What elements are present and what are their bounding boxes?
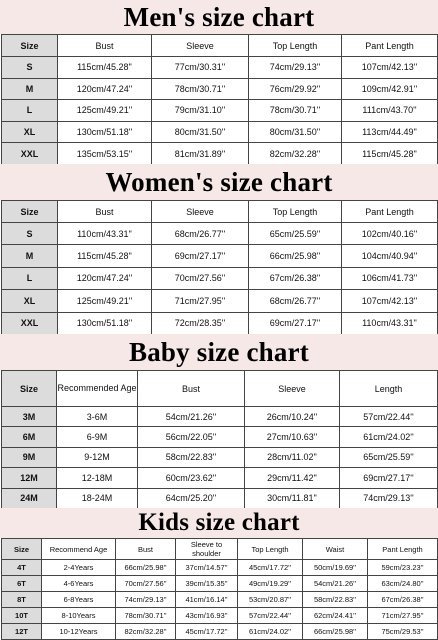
header-cell: Bust	[58, 35, 152, 57]
table-cell: 125cm/49.21''	[58, 290, 152, 312]
table-cell: 27cm/10.63''	[245, 427, 340, 447]
table-cell: 130cm/51.18''	[58, 312, 152, 334]
header-cell: Pant Length	[368, 539, 438, 560]
table-cell: 69cm/27.17''	[340, 468, 438, 488]
table-cell: 59cm/23.23''	[368, 560, 438, 576]
table-cell: 74cm/29.13''	[116, 592, 176, 608]
table-cell: 57cm/22.44''	[238, 608, 303, 624]
table-cell: 61cm/24.02''	[238, 624, 303, 640]
table-cell: 74cm/29.13''	[340, 488, 438, 508]
size-cell: S	[2, 223, 58, 245]
size-cell: M	[2, 78, 58, 100]
header-cell: Size	[2, 539, 42, 560]
header-cell: Recommended Age	[57, 371, 138, 407]
table-cell: 125cm/49.21''	[58, 100, 152, 122]
table-cell: 26cm/10.24''	[245, 407, 340, 427]
table-row	[2, 427, 438, 447]
table-cell: 43cm/16.93''	[176, 608, 238, 624]
table-cell: 75cm/29.53''	[368, 624, 438, 640]
table-cell: 68cm/26.77''	[152, 223, 249, 245]
table-cell: 66cm/25.98''	[116, 560, 176, 576]
kids-title-band	[0, 508, 438, 538]
table-cell: 78cm/30.71''	[249, 100, 342, 122]
table-cell: 28cm/11.02''	[245, 447, 340, 467]
table-row	[2, 267, 438, 289]
table-header-row	[2, 371, 438, 407]
table-cell: 54cm/21.26''	[138, 407, 245, 427]
table-cell: 107cm/42.13''	[342, 57, 438, 79]
table-cell: 53cm/20.87''	[238, 592, 303, 608]
table-cell: 49cm/19.29''	[238, 576, 303, 592]
men-title: Men's size chart	[123, 1, 315, 32]
table-cell: 66cm/25.98''	[303, 624, 368, 640]
table-cell: 110cm/43.31''	[342, 312, 438, 334]
table-header-row	[2, 539, 438, 560]
size-cell: 24M	[2, 488, 57, 508]
kids-title: Kids size chart	[138, 509, 300, 536]
size-cell: 8T	[2, 592, 42, 608]
header-cell: Sleeve	[152, 201, 249, 223]
table-cell: 66cm/25.98''	[249, 245, 342, 267]
header-cell: Pant Length	[342, 35, 438, 57]
table-row	[2, 592, 438, 608]
table-cell: 56cm/22.05''	[138, 427, 245, 447]
table-cell: 58cm/22.83''	[138, 447, 245, 467]
table-cell: 65cm/25.59''	[249, 223, 342, 245]
table-cell: 18-24M	[57, 488, 138, 508]
baby-size-table	[1, 370, 438, 509]
table-cell: 64cm/25.20''	[138, 488, 245, 508]
size-cell: XXL	[2, 143, 58, 165]
header-cell: Bust	[116, 539, 176, 560]
table-cell: 37cm/14.57''	[176, 560, 238, 576]
table-row	[2, 560, 438, 576]
table-cell: 54cm/21.26''	[303, 576, 368, 592]
table-cell: 82cm/32.28''	[249, 143, 342, 165]
size-cell: 6M	[2, 427, 57, 447]
baby-title-band	[0, 334, 438, 370]
table-cell: 77cm/30.31''	[152, 57, 249, 79]
size-cell: 12M	[2, 468, 57, 488]
table-cell: 67cm/26.38''	[368, 592, 438, 608]
table-cell: 82cm/32.28''	[116, 624, 176, 640]
table-cell: 67cm/26.38''	[249, 267, 342, 289]
table-cell: 4-6Years	[42, 576, 116, 592]
table-cell: 113cm/44.49''	[342, 121, 438, 143]
table-cell: 115cm/45.28''	[342, 143, 438, 165]
table-cell: 29cm/11.42''	[245, 468, 340, 488]
size-cell: L	[2, 267, 58, 289]
table-cell: 45cm/17.72''	[238, 560, 303, 576]
header-cell: Sleeve to shoulder	[176, 539, 238, 560]
table-row	[2, 407, 438, 427]
table-cell: 63cm/24.80''	[368, 576, 438, 592]
table-header-row	[2, 35, 438, 57]
header-cell: Top Length	[249, 35, 342, 57]
table-cell: 57cm/22.44''	[340, 407, 438, 427]
header-cell: Pant Length	[342, 201, 438, 223]
header-cell: Length	[340, 371, 438, 407]
table-cell: 110cm/43.31''	[58, 223, 152, 245]
table-row	[2, 223, 438, 245]
header-cell: Waist	[303, 539, 368, 560]
header-cell: Sleeve	[152, 35, 249, 57]
table-cell: 9-12M	[57, 447, 138, 467]
table-cell: 115cm/45.28''	[58, 245, 152, 267]
table-cell: 69cm/27.17''	[249, 312, 342, 334]
size-cell: L	[2, 100, 58, 122]
table-row	[2, 143, 438, 165]
header-cell: Bust	[138, 371, 245, 407]
table-cell: 62cm/24.41''	[303, 608, 368, 624]
table-header-row	[2, 201, 438, 223]
women-title-band	[0, 164, 438, 200]
table-row	[2, 121, 438, 143]
men-size-table	[1, 34, 438, 165]
table-cell: 70cm/27.56''	[116, 576, 176, 592]
header-cell: Top Length	[249, 201, 342, 223]
size-cell: S	[2, 57, 58, 79]
table-cell: 109cm/42.91''	[342, 78, 438, 100]
table-cell: 45cm/17.72''	[176, 624, 238, 640]
table-row	[2, 57, 438, 79]
table-cell: 3-6M	[57, 407, 138, 427]
table-row	[2, 100, 438, 122]
header-cell: Size	[2, 371, 57, 407]
table-cell: 10-12Years	[42, 624, 116, 640]
size-cell: M	[2, 245, 58, 267]
header-cell: Top Length	[238, 539, 303, 560]
table-cell: 50cm/19.69''	[303, 560, 368, 576]
table-cell: 68cm/26.77''	[249, 290, 342, 312]
size-cell: XXL	[2, 312, 58, 334]
table-cell: 72cm/28.35''	[152, 312, 249, 334]
table-cell: 74cm/29.13''	[249, 57, 342, 79]
table-cell: 106cm/41.73''	[342, 267, 438, 289]
size-cell: 12T	[2, 624, 42, 640]
table-cell: 2-4Years	[42, 560, 116, 576]
header-cell: Recommend Age	[42, 539, 116, 560]
women-title: Women's size chart	[105, 166, 333, 197]
table-cell: 39cm/15.35''	[176, 576, 238, 592]
size-cell: 6T	[2, 576, 42, 592]
table-cell: 70cm/27.56''	[152, 267, 249, 289]
table-row	[2, 488, 438, 508]
table-cell: 69cm/27.17''	[152, 245, 249, 267]
table-cell: 130cm/51.18''	[58, 121, 152, 143]
table-cell: 80cm/31.50''	[249, 121, 342, 143]
table-cell: 58cm/22.83''	[303, 592, 368, 608]
table-row	[2, 608, 438, 624]
table-cell: 71cm/27.95''	[152, 290, 249, 312]
table-cell: 6-9M	[57, 427, 138, 447]
table-cell: 8-10Years	[42, 608, 116, 624]
table-cell: 107cm/42.13''	[342, 290, 438, 312]
size-cell: XL	[2, 121, 58, 143]
size-cell: 3M	[2, 407, 57, 427]
table-cell: 120cm/47.24''	[58, 78, 152, 100]
table-cell: 104cm/40.94''	[342, 245, 438, 267]
table-cell: 135cm/53.15''	[58, 143, 152, 165]
table-cell: 41cm/16.14''	[176, 592, 238, 608]
baby-title: Baby size chart	[129, 336, 309, 367]
table-cell: 79cm/31.10''	[152, 100, 249, 122]
table-cell: 120cm/47.24''	[58, 267, 152, 289]
table-row	[2, 624, 438, 640]
table-cell: 61cm/24.02''	[340, 427, 438, 447]
table-row	[2, 290, 438, 312]
table-cell: 65cm/25.59''	[340, 447, 438, 467]
header-cell: Bust	[58, 201, 152, 223]
header-cell: Sleeve	[245, 371, 340, 407]
table-cell: 76cm/29.92''	[249, 78, 342, 100]
table-cell: 6-8Years	[42, 592, 116, 608]
table-row	[2, 576, 438, 592]
size-cell: 4T	[2, 560, 42, 576]
table-row	[2, 245, 438, 267]
table-cell: 115cm/45.28''	[58, 57, 152, 79]
table-cell: 81cm/31.89''	[152, 143, 249, 165]
table-row	[2, 447, 438, 467]
table-cell: 60cm/23.62''	[138, 468, 245, 488]
table-cell: 111cm/43.70''	[342, 100, 438, 122]
header-cell: Size	[2, 35, 58, 57]
table-cell: 78cm/30.71''	[116, 608, 176, 624]
table-cell: 71cm/27.95''	[368, 608, 438, 624]
table-cell: 80cm/31.50''	[152, 121, 249, 143]
table-row	[2, 78, 438, 100]
table-cell: 78cm/30.71''	[152, 78, 249, 100]
women-size-table	[1, 200, 438, 335]
table-cell: 12-18M	[57, 468, 138, 488]
kids-size-table	[1, 538, 438, 640]
table-row	[2, 312, 438, 334]
size-cell: 9M	[2, 447, 57, 467]
size-cell: 10T	[2, 608, 42, 624]
men-title-band	[0, 0, 438, 34]
table-cell: 30cm/11.81''	[245, 488, 340, 508]
size-cell: XL	[2, 290, 58, 312]
header-cell: Size	[2, 201, 58, 223]
table-cell: 102cm/40.16''	[342, 223, 438, 245]
table-row	[2, 468, 438, 488]
